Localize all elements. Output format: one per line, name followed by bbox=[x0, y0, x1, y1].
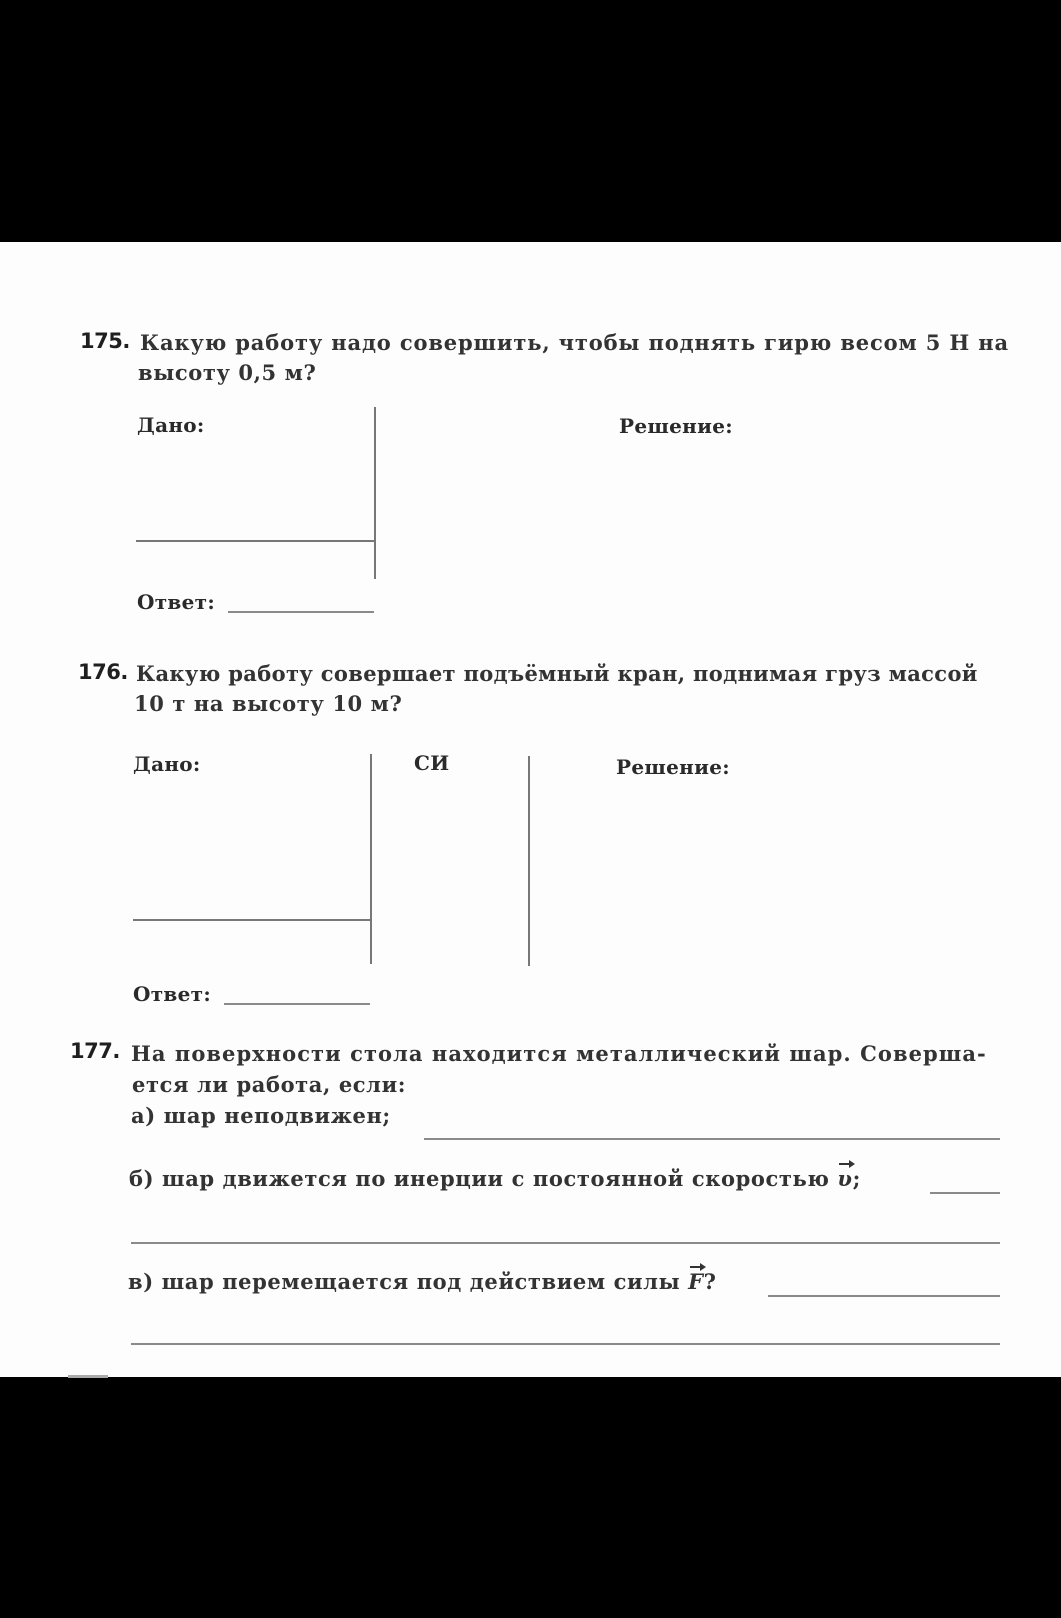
problem-175-given-label: Дано: bbox=[137, 413, 205, 437]
problem-177-item-a-blank bbox=[424, 1138, 1000, 1140]
problem-177-item-a: а) шар неподвижен; bbox=[131, 1103, 391, 1128]
problem-176-text-line-2: 10 т на высоту 10 м? bbox=[134, 691, 403, 716]
problem-177-item-c bbox=[128, 1269, 717, 1294]
problem-175-answer-label: Ответ: bbox=[137, 590, 216, 614]
problem-175-text-line-1: Какую работу надо совершить, чтобы поднять гирю весом 5 Н на bbox=[140, 330, 1009, 355]
problem-176-given-underline bbox=[133, 919, 370, 921]
problem-177-item-c-text: в) шар перемещается под действием силы bbox=[128, 1269, 681, 1294]
problem-176-number: 176. bbox=[78, 660, 128, 684]
problem-176-given-divider bbox=[370, 754, 372, 964]
problem-175-answer-blank bbox=[228, 611, 374, 613]
problem-177-number: 177. bbox=[70, 1039, 120, 1063]
problem-175-given-divider bbox=[374, 407, 376, 579]
problem-177-item-c-blank bbox=[768, 1295, 1000, 1297]
problem-177-item-b-blank-line-2 bbox=[131, 1242, 1000, 1244]
problem-175-solution-label: Решение: bbox=[619, 414, 733, 438]
problem-177-item-b-suffix: ; bbox=[852, 1166, 861, 1191]
next-problem-cutoff bbox=[68, 1375, 108, 1378]
problem-177-item-c-suffix: ? bbox=[703, 1269, 717, 1294]
problem-177-item-b bbox=[129, 1166, 861, 1191]
problem-176-text-line-1: Какую работу совершает подъёмный кран, поднимая груз массой bbox=[136, 661, 978, 686]
problem-176-given-label: Дано: bbox=[133, 752, 201, 776]
problem-176-si-label: СИ bbox=[414, 751, 450, 775]
problem-177-item-c-blank-line-2 bbox=[131, 1343, 1000, 1345]
problem-176-solution-label: Решение: bbox=[616, 755, 730, 779]
problem-175-text-line-2: высоту 0,5 м? bbox=[138, 360, 317, 385]
force-vector-symbol: F bbox=[688, 1269, 704, 1294]
problem-177-item-b-blank bbox=[930, 1192, 1000, 1194]
problem-176-si-divider bbox=[528, 756, 530, 966]
problem-177-text-line-2: ется ли работа, если: bbox=[132, 1072, 407, 1097]
problem-175-given-underline bbox=[136, 540, 374, 542]
workbook-page bbox=[0, 242, 1061, 1377]
problem-176-answer-label: Ответ: bbox=[133, 982, 212, 1006]
problem-176-answer-blank bbox=[224, 1003, 370, 1005]
velocity-vector-symbol: υ bbox=[837, 1166, 853, 1191]
problem-177-text-line-1: На поверхности стола находится металлический шар. Соверша- bbox=[131, 1041, 987, 1066]
problem-175-number: 175. bbox=[80, 329, 130, 353]
problem-177-item-b-text: б) шар движется по инерции с постоянной скоростью bbox=[129, 1166, 830, 1191]
